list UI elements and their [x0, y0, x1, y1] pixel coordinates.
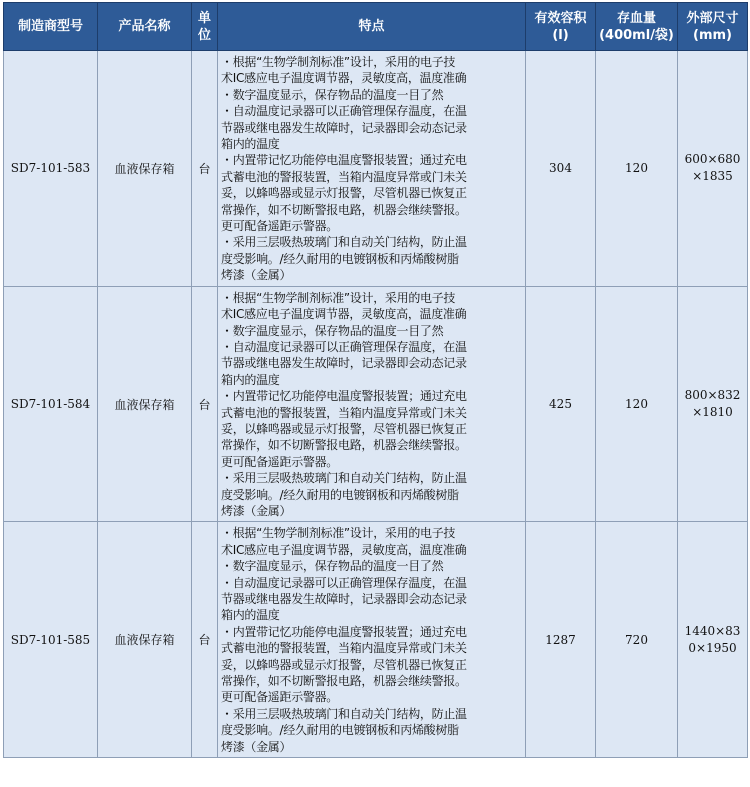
model-cell: SD7-101-584	[4, 286, 98, 522]
capacity-cell: 1287	[526, 522, 596, 758]
features-cell	[218, 51, 526, 287]
table-row	[4, 286, 748, 522]
size-line-1: 800×832	[684, 388, 741, 403]
feature-line: 常操作，如不切断警报电路，机器会继续警报。	[221, 438, 467, 453]
header-row	[4, 3, 748, 51]
feature-line: ・数字温度显示，保存物品的温度一目了然	[221, 87, 444, 102]
blood-capacity-cell: 120	[596, 286, 678, 522]
feature-line: ・采用三层吸热玻璃门和自动关门结构，防止温	[221, 471, 467, 486]
feature-line: 箱内的温度	[221, 608, 280, 623]
feature-line: 更可配备遥距示警器。	[221, 690, 339, 705]
feature-line: ・自动温度记录器可以正确管理保存温度，在温	[221, 104, 467, 119]
header-capacity-label: 有效容积	[534, 10, 587, 26]
product-name-cell: 血液保存箱	[98, 51, 192, 287]
feature-line: 节器或继电器发生故障时，记录器即会动态记录	[221, 356, 467, 371]
feature-line: ・根据“生物学制剂标准”设计，采用的电子技	[221, 55, 456, 69]
header-blood	[596, 3, 678, 51]
feature-line: ・自动温度记录器可以正确管理保存温度，在温	[221, 339, 467, 354]
feature-line: 烤漆（金属）	[221, 739, 292, 754]
header-features: 特点	[218, 3, 526, 51]
header-product-name: 产品名称	[98, 3, 192, 51]
header-blood-label: 存血量	[616, 10, 656, 26]
feature-line: ・根据“生物学制剂标准”设计，采用的电子技	[221, 290, 456, 305]
unit-cell: 台	[192, 286, 218, 522]
size-cell	[678, 51, 748, 287]
model-cell: SD7-101-585	[4, 522, 98, 758]
features-cell	[218, 286, 526, 522]
feature-line: 箱内的温度	[221, 372, 280, 387]
feature-line: 妥，以蜂鸣器或显示灯报警，尽管机器已恢复正	[221, 657, 467, 672]
size-line-2: ×1810	[692, 405, 733, 420]
feature-line: 节器或继电器发生故障时，记录器即会动态记录	[221, 592, 467, 606]
feature-line: 烤漆（金属）	[221, 268, 292, 283]
size-line-2: ×1835	[692, 169, 733, 184]
unit-cell: 台	[192, 51, 218, 287]
blood-capacity-cell: 120	[596, 51, 678, 287]
model-cell: SD7-101-583	[4, 51, 98, 287]
header-size	[678, 3, 748, 51]
size-line-2: 0×1950	[688, 640, 737, 655]
size-cell	[678, 286, 748, 522]
feature-line: ・自动温度记录器可以正确管理保存温度，在温	[221, 575, 467, 590]
feature-line: 术IC感应电子温度调节器，灵敏度高，温度准确	[221, 542, 467, 557]
feature-line: 式蓄电池的警报装置，当箱内温度异常或门未关	[221, 405, 467, 420]
feature-line: 度受影响。/经久耐用的电镀钢板和丙烯酸树脂	[221, 487, 459, 502]
header-capacity-unit: (l)	[552, 27, 569, 43]
header-size-unit: (mm)	[693, 27, 732, 43]
feature-line: ・根据“生物学制剂标准”设计，采用的电子技	[221, 526, 456, 541]
product-name-cell: 血液保存箱	[98, 522, 192, 758]
product-spec-table	[3, 2, 748, 758]
feature-line: 术IC感应电子温度调节器，灵敏度高，温度准确	[221, 307, 467, 322]
feature-line: 箱内的温度	[221, 137, 280, 152]
feature-line: 式蓄电池的警报装置，当箱内温度异常或门未关	[221, 169, 467, 184]
feature-line: 常操作，如不切断警报电路，机器会继续警报。	[221, 674, 467, 689]
feature-line: ・数字温度显示，保存物品的温度一目了然	[221, 323, 444, 338]
feature-line: 度受影响。/经久耐用的电镀钢板和丙烯酸树脂	[221, 251, 459, 266]
feature-line: 更可配备遥距示警器。	[221, 454, 339, 469]
size-line-1: 600×680	[684, 152, 741, 167]
product-name-cell: 血液保存箱	[98, 286, 192, 522]
header-model: 制造商型号	[4, 3, 98, 51]
unit-cell: 台	[192, 522, 218, 758]
feature-line: ・内置带记忆功能停电温度警报装置；通过充电	[221, 624, 467, 639]
feature-line: 式蓄电池的警报装置，当箱内温度异常或门未关	[221, 641, 467, 656]
header-blood-unit: (400ml/袋)	[599, 27, 674, 43]
features-cell	[218, 522, 526, 758]
feature-line: 妥，以蜂鸣器或显示灯报警，尽管机器已恢复正	[221, 421, 467, 436]
feature-line: 妥，以蜂鸣器或显示灯报警，尽管机器已恢复正	[221, 186, 467, 201]
feature-line: ・采用三层吸热玻璃门和自动关门结构，防止温	[221, 235, 467, 250]
feature-line: ・内置带记忆功能停电温度警报装置；通过充电	[221, 389, 467, 404]
capacity-cell: 304	[526, 51, 596, 287]
size-line-1: 1440×83	[684, 623, 741, 638]
feature-line: ・采用三层吸热玻璃门和自动关门结构，防止温	[221, 706, 467, 721]
feature-line: ・数字温度显示，保存物品的温度一目了然	[221, 559, 444, 574]
feature-line: 烤漆（金属）	[221, 503, 292, 518]
feature-line: ・内置带记忆功能停电温度警报装置；通过充电	[221, 153, 467, 168]
table-row	[4, 51, 748, 287]
feature-line: 节器或继电器发生故障时，记录器即会动态记录	[221, 120, 467, 135]
header-unit: 单位	[192, 3, 218, 51]
feature-line: 术IC感应电子温度调节器，灵敏度高，温度准确	[221, 71, 467, 86]
header-capacity	[526, 3, 596, 51]
blood-capacity-cell: 720	[596, 522, 678, 758]
table-row	[4, 522, 748, 758]
feature-line: 度受影响。/经久耐用的电镀钢板和丙烯酸树脂	[221, 723, 459, 738]
header-size-label: 外部尺寸	[686, 10, 739, 26]
size-cell	[678, 522, 748, 758]
capacity-cell: 425	[526, 286, 596, 522]
feature-line: 常操作，如不切断警报电路，机器会继续警报。	[221, 202, 467, 217]
feature-line: 更可配备遥距示警器。	[221, 219, 339, 234]
